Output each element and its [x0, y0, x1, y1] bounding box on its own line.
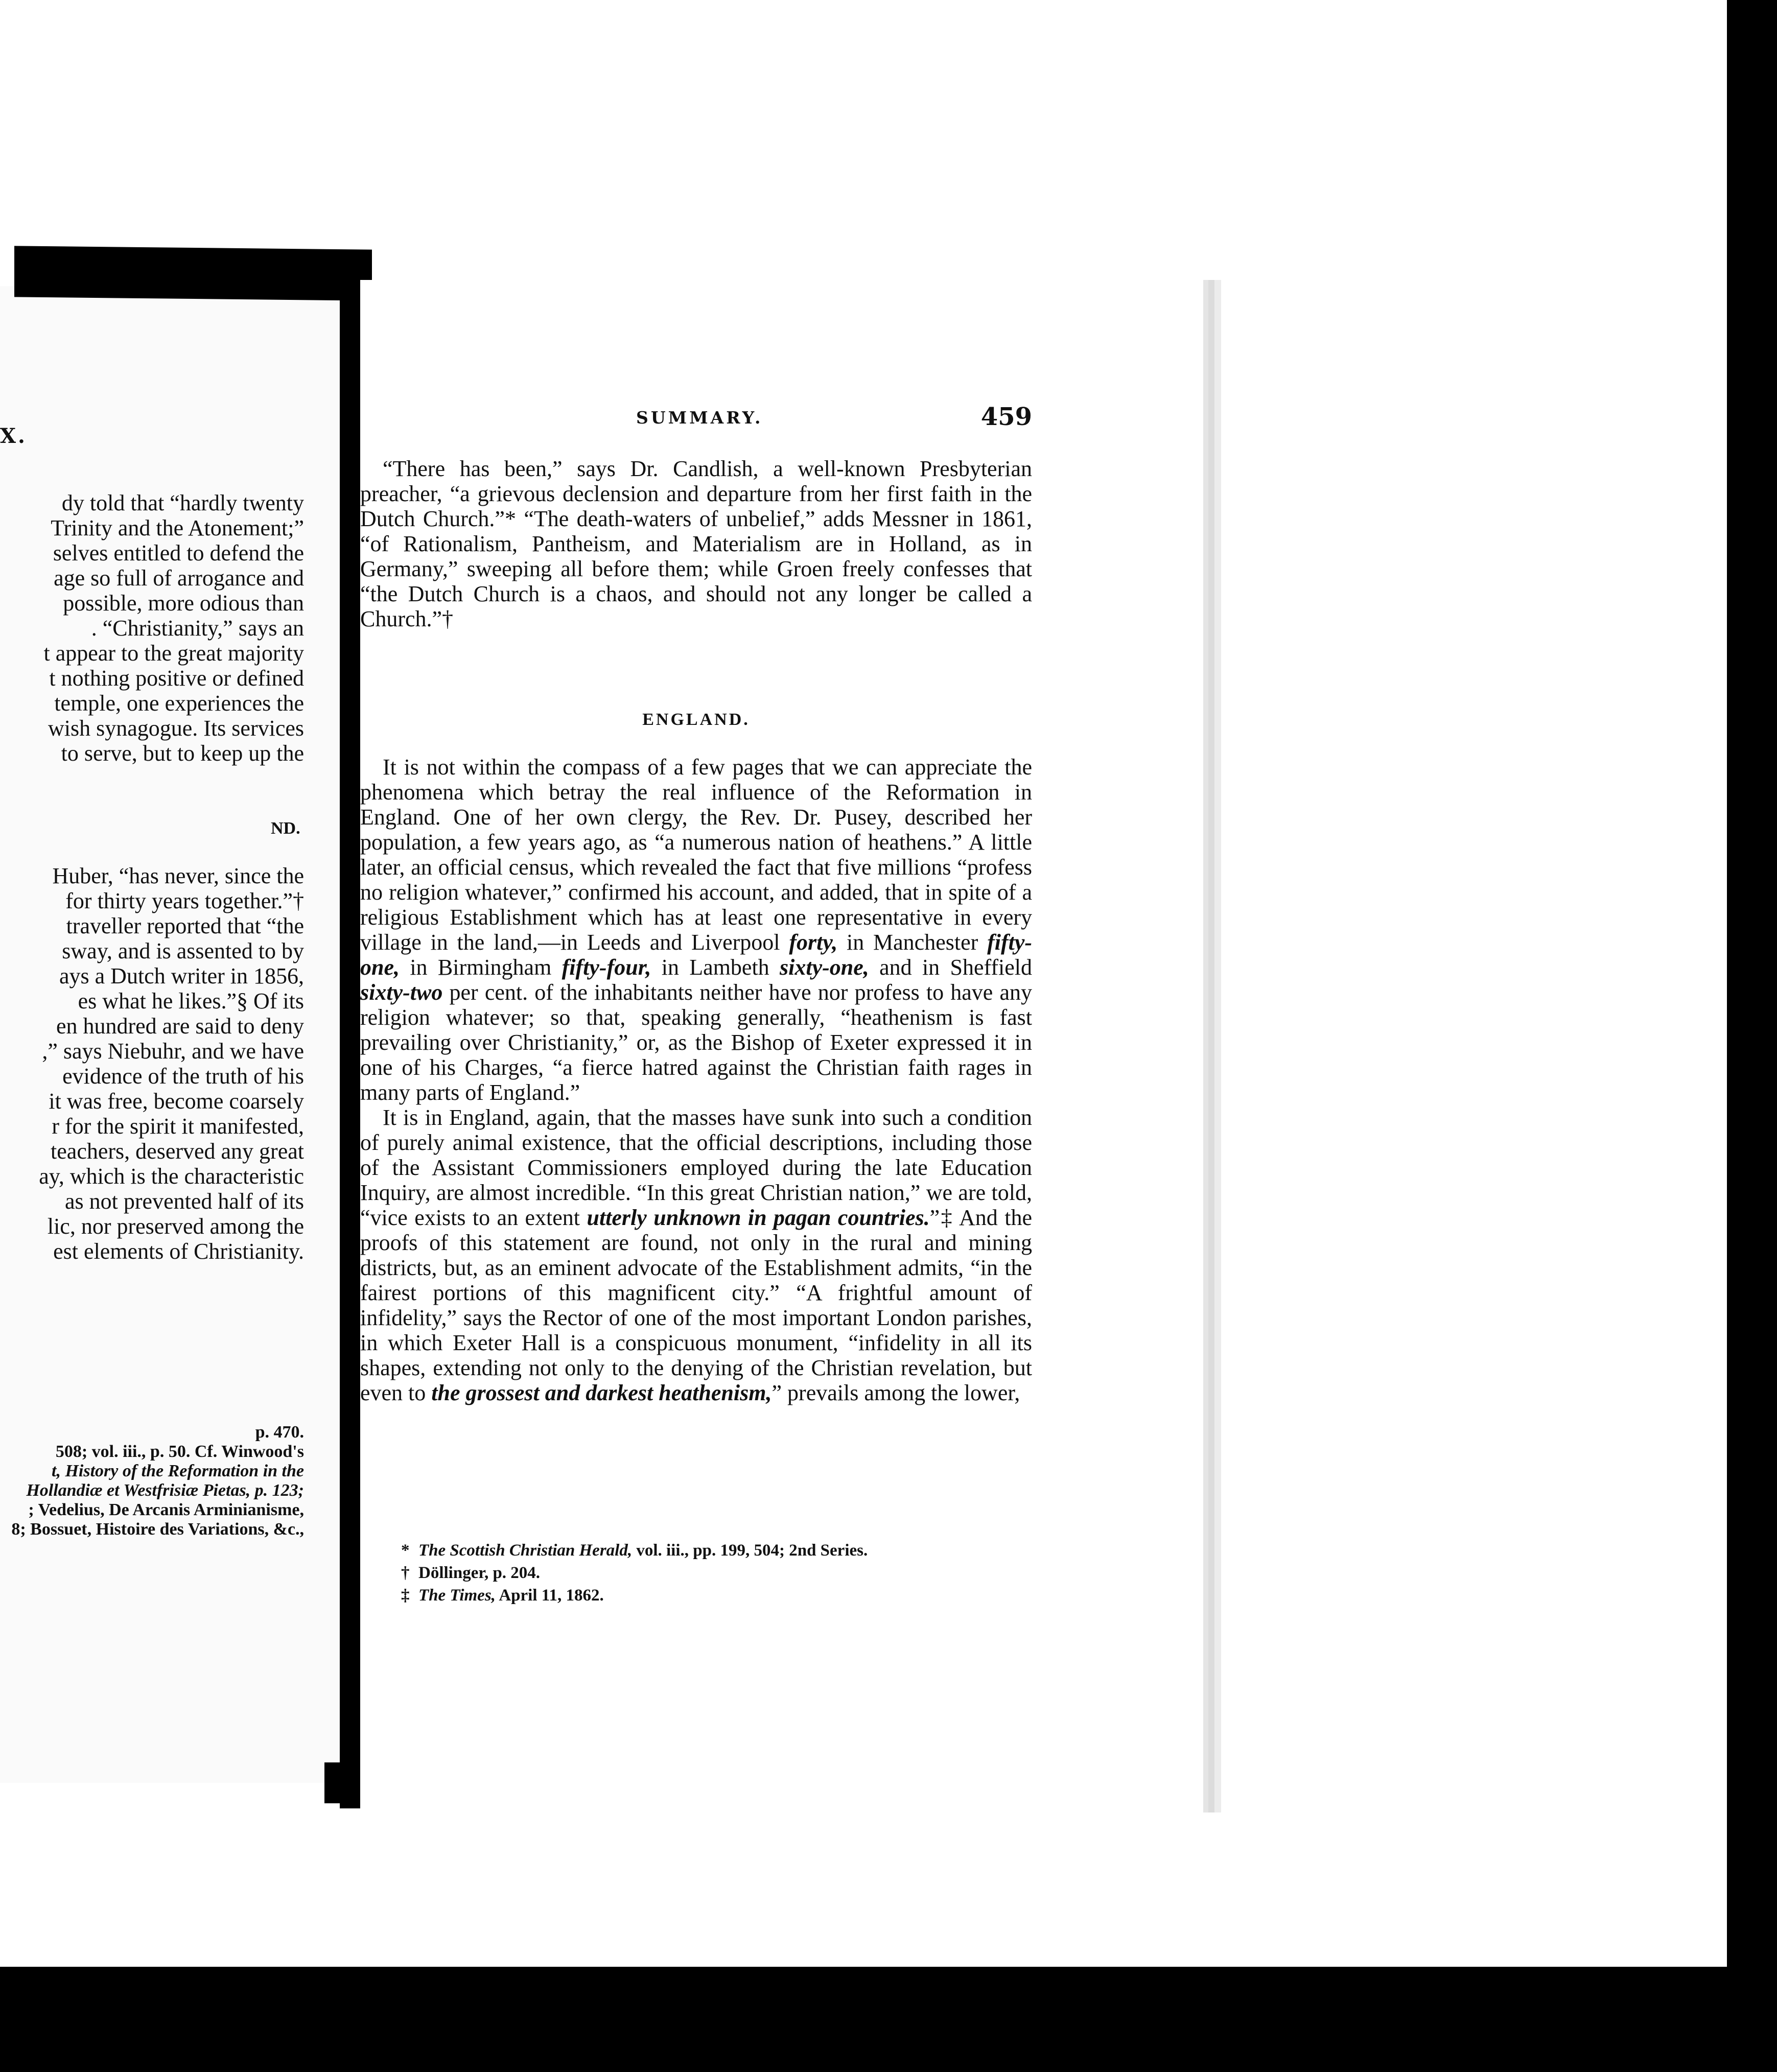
italic-run: fifty-four,	[562, 955, 651, 980]
footnote-line: ; Vedelius, De Arcanis Arminianisme,	[28, 1500, 304, 1519]
footnote-title: The Scottish Christian Herald,	[418, 1541, 633, 1560]
footnote-text: April 11, 1862.	[495, 1586, 604, 1605]
footnote	[401, 1539, 1040, 1562]
previous-page-fragment	[0, 286, 340, 1783]
text-line: t appear to the great majority	[43, 641, 304, 666]
text-line: dy told that “hardly twenty	[61, 490, 304, 515]
text-line: possible, more odious than	[63, 591, 304, 616]
text-line: ay, which is the characteristic	[39, 1164, 304, 1189]
text-run: It is in England, again, that the masses have sunk into such a condition of purely animal existence, that the official descriptions, including those of the Assistant Commissioners employed during the late Education Inquiry, are almost incredible. “In this great Christian nation,” we are told, “vice exists to an extent	[360, 1105, 1032, 1230]
italic-run: fifty-one,	[360, 930, 1032, 980]
text-line: sway, and is assented to by	[62, 938, 304, 963]
italic-run: forty,	[789, 930, 838, 955]
running-head: SUMMARY.	[636, 408, 763, 428]
footnote-line: 8; Bossuet, Histoire des Variations, &c.,	[11, 1520, 304, 1539]
text-line: for thirty years together.”†	[65, 888, 304, 913]
section-heading: ENGLAND.	[642, 710, 750, 729]
text-run: in Birmingham	[400, 955, 562, 980]
previous-running-head: X.	[0, 424, 27, 448]
text-line: to serve, but to keep up the	[61, 741, 304, 766]
italic-run: utterly unknown in pagan countries.	[587, 1205, 930, 1230]
text-line: es what he likes.”§ Of its	[78, 988, 304, 1014]
footnote-line: 508; vol. iii., p. 50. Cf. Winwood's	[55, 1442, 304, 1461]
text-line: it was free, become coarsely	[49, 1089, 304, 1114]
scan-border-bottom	[0, 1967, 1727, 2072]
page-header	[360, 403, 1032, 433]
footnote-text: vol. iii., pp. 199, 504; 2nd Series.	[632, 1541, 868, 1560]
footnote-title: The Times,	[418, 1586, 496, 1605]
footnote	[401, 1562, 1040, 1584]
text-line: t nothing positive or defined	[49, 666, 304, 691]
binding-clip-stem	[340, 286, 360, 1808]
page-number: 459	[980, 403, 1032, 431]
previous-section-heading: ND.	[271, 819, 300, 838]
text-line: est elements of Christianity.	[53, 1239, 304, 1264]
text-line: evidence of the truth of his	[62, 1064, 304, 1089]
text-line: wish synagogue. Its services	[48, 716, 304, 741]
scan-border-right	[1727, 0, 1777, 2072]
text-line: ays a Dutch writer in 1856,	[59, 963, 304, 988]
page-footnotes	[401, 1539, 1040, 1607]
text-line: . “Christianity,” says an	[91, 616, 304, 641]
previous-page-footnotes	[0, 1423, 304, 1539]
footnote-line: Hollandiæ et Westfrisiæ Pietas, p. 123;	[26, 1481, 304, 1500]
text-run: per cent. of the inhabitants neither have nor profess to have any religion whatever; so that, speaking generally, “heathenism is fast prevailing over Christianity,” or, as the Bishop of Exeter expressed it in one of his Charges, “a fierce hatred against the Christian faith rages in many parts of England.”	[360, 980, 1032, 1105]
footnote-mark: *	[401, 1541, 410, 1560]
paragraph-england-census	[360, 755, 1032, 1105]
footnote	[401, 1584, 1040, 1607]
paragraph-candlish: “There has been,” says Dr. Candlish, a well-known Presbyterian preacher, “a grievous declension and departure from her first faith in the Dutch Church.”* “The death-waters of unbelief,” adds Messner in 1861, “of Rationalism, Pantheism, and Materialism are in Holland, as in Germany,” sweeping all before them; while Groen freely confesses that “the Dutch Church is a chaos, and should not any longer be called a Church.”†	[360, 456, 1032, 631]
book-page	[360, 280, 1203, 1812]
footnote-mark: †	[401, 1564, 410, 1582]
text-line: temple, one experiences the	[54, 691, 304, 716]
text-line: age so full of arrogance and	[54, 566, 304, 591]
text-line: traveller reported that “the	[66, 913, 304, 938]
page-content-wrapper	[360, 280, 1032, 1812]
text-run: in Manchester	[837, 930, 988, 955]
text-line: teachers, deserved any great	[51, 1139, 304, 1164]
text-line: en hundred are said to deny	[56, 1014, 304, 1039]
binding-clip-bar	[14, 246, 372, 300]
footnote-line: t, History of the Reformation in the	[52, 1462, 304, 1480]
page-body	[360, 456, 1032, 1405]
text-run: ” prevails among the lower,	[771, 1380, 1020, 1405]
text-line: selves entitled to defend the	[53, 540, 304, 566]
text-run: ”‡ And the proofs of this statement are found, not only in the rural and mining districts, but, as an eminent advocate of the Establishment admits, “in the fairest portions of this magnificent city.” “A frightful amount of infidelity,” says the Rector of one of the most important London parishes, in which Exeter Hall is a conspicuous monument, “infidelity in all its shapes, extending not only to the denying of the Christian revelation, but even to	[360, 1205, 1032, 1405]
italic-run: sixty-two	[360, 980, 443, 1005]
paragraph-england-masses	[360, 1105, 1032, 1405]
text-line: as not prevented half of its	[65, 1189, 304, 1214]
italic-run: sixty-one,	[780, 955, 869, 980]
text-line: Trinity and the Atonement;”	[51, 515, 304, 540]
footnote-line: p. 470.	[255, 1423, 304, 1442]
text-run: and in Sheffield	[869, 955, 1032, 980]
italic-run: the grossest and darkest heathenism,	[431, 1380, 772, 1405]
text-line: r for the spirit it manifested,	[52, 1114, 304, 1139]
text-run: It is not within the compass of a few pages that we can appreciate the phenomena which betray the real influence of the Reformation in England. One of her own clergy, the Rev. Dr. Pusey, described her population, a few years ago, as “a numerous nation of heathens.” A little later, an official census, which revealed the fact that five millions “profess no religion whatever,” confirmed his account, and added, that in spite of a religious Establishment which has at least one representative in every village in the land,—in Leeds and Liverpool	[360, 755, 1032, 955]
text-run: in Lambeth	[651, 955, 780, 980]
previous-page-text	[0, 490, 304, 1264]
text-line: Huber, “has never, since the	[52, 863, 304, 888]
page-edge-shadow	[1203, 280, 1221, 1812]
footnote-mark: ‡	[401, 1586, 410, 1605]
text-line: ,” says Niebuhr, and we have	[42, 1039, 304, 1064]
footnote-text: Döllinger, p. 204.	[418, 1564, 541, 1582]
text-line: lic, nor preserved among the	[47, 1214, 304, 1239]
